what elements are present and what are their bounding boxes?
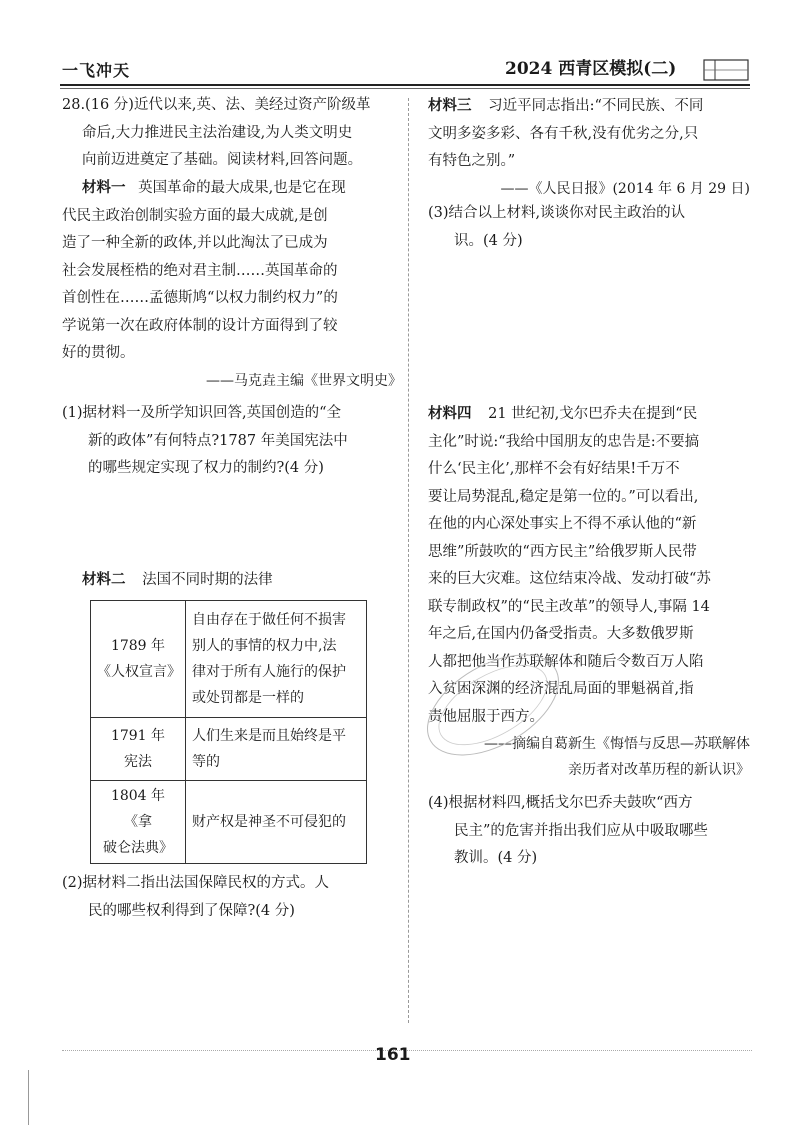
content-line: 财产权是神圣不可侵犯的 — [192, 814, 346, 830]
question-4 — [428, 790, 750, 873]
material-text: 在他的内心深处事实上不得不承认他的“新 — [428, 516, 697, 532]
table-caption: 法国不同时期的法律 — [142, 572, 273, 588]
corner-decoration-icon — [703, 58, 749, 82]
question-line: (2)据材料二指出法国保障民权的方式。人 — [62, 875, 330, 891]
content-line: 别人的事情的权力中,法 — [192, 638, 337, 654]
material-text: 文明多姿多彩、各有千秋,没有优劣之分,只 — [428, 125, 699, 142]
year-cell — [91, 601, 186, 718]
material-label: 材料四 — [428, 405, 472, 422]
material-text: 英国革命的最大成果,也是它在现 — [138, 180, 346, 196]
material-text: 造了一种全新的政体,并以此淘汰了已成为 — [62, 235, 328, 251]
content-line: 等的 — [192, 754, 220, 770]
material-3 — [428, 92, 750, 202]
content-cell — [186, 718, 367, 781]
question-line: 民的哪些权利得到了保障?(4 分) — [88, 902, 295, 919]
material-text: 来的巨大灾难。这位结束冷战、发动打破“苏 — [428, 571, 711, 587]
material-2-caption — [62, 566, 402, 595]
year-line: 1804 年《拿 — [110, 788, 166, 830]
question-line: (4)根据材料四,概括戈尔巴乔夫鼓吹“西方 — [428, 795, 693, 811]
question-line: 的哪些规定实现了权力的制约?(4 分) — [88, 460, 324, 476]
material-text: 什么‘民主化’,那样不会有好结果!千万不 — [428, 461, 680, 477]
question-line: 教训。(4 分) — [454, 850, 538, 866]
content-cell — [186, 601, 367, 718]
question-line: 民主”的危害并指出我们应从中吸取哪些 — [454, 822, 708, 839]
intro-line: 向前迈进奠定了基础。阅读材料,回答问题。 — [82, 152, 363, 168]
material-label: 材料一 — [82, 179, 126, 196]
page-number: 161 — [375, 1045, 411, 1065]
header-rule — [60, 84, 750, 86]
table-row — [91, 718, 367, 781]
content-line: 自由存在于做任何不损害 — [192, 612, 346, 628]
stamp-watermark-icon — [408, 640, 578, 770]
material-source: ——马克垚主编《世界文明史》 — [206, 372, 402, 389]
material-text: 责他屈服于西方。 — [428, 708, 544, 725]
table-row — [91, 601, 367, 718]
material-text: 学说第一次在政府体制的设计方面得到了较 — [62, 317, 338, 334]
material-1 — [62, 174, 402, 394]
law-table — [90, 600, 367, 864]
table-row — [91, 781, 367, 864]
material-label: 材料二 — [82, 571, 126, 588]
question-1 — [62, 400, 402, 483]
material-text: 入贫困深渊的经济混乱局面的罪魁祸首,指 — [428, 681, 694, 697]
material-text: 习近平同志指出:“不同民族、不同 — [488, 98, 704, 114]
material-text: 人都把他当作苏联解体和随后令数百万人陷 — [428, 653, 704, 670]
material-text: 联专制政权”的“民主改革”的领导人,事隔 14 — [428, 598, 710, 615]
intro-line: 28.(16 分)近代以来,英、法、美经过资产阶级革 — [62, 97, 371, 113]
question-intro — [62, 92, 402, 175]
material-text: 要让局势混乱,稳定是第一位的。”可以看出, — [428, 488, 699, 505]
year-line: 1791 年 — [110, 728, 166, 744]
material-text: 社会发展桎梏的绝对君主制……英国革命的 — [62, 262, 338, 279]
material-text: 思维”所鼓吹的“西方民主”给俄罗斯人民带 — [428, 543, 697, 560]
column-divider — [408, 98, 409, 1023]
question-line: 新的政体”有何特点?1787 年美国宪法中 — [88, 432, 348, 449]
material-text: 首创性在……孟德斯鸠“以权力制约权力”的 — [62, 290, 338, 306]
year-cell — [91, 718, 186, 781]
question-2 — [62, 870, 402, 925]
brand-logo: 一飞冲天 — [62, 61, 131, 80]
margin-line — [28, 1070, 29, 1125]
law-table-wrapper — [90, 600, 367, 864]
content-line: 人们生来是而且始终是平 — [192, 728, 346, 744]
content-cell — [186, 781, 367, 864]
material-text: 21 世纪初,戈尔巴乔夫在提到“民 — [488, 406, 698, 422]
material-text: 有特色之别。” — [428, 153, 516, 169]
year-line: 宪法 — [124, 754, 152, 770]
question-line: (1)据材料一及所学知识回答,英国创造的“全 — [62, 405, 342, 421]
intro-line: 命后,大力推进民主法治建设,为人类文明史 — [82, 124, 353, 141]
content-line: 律对于所有人施行的保护 — [192, 664, 346, 680]
material-text: 主化”时说:“我给中国朋友的忠告是:不要搞 — [428, 433, 700, 450]
question-line: (3)结合以上材料,谈谈你对民主政治的认 — [428, 205, 686, 221]
material-source: ——《人民日报》(2014 年 6 月 29 日) — [500, 180, 750, 197]
material-label: 材料三 — [428, 97, 472, 114]
header-rule-thin — [60, 88, 750, 89]
content-line: 或处罚都是一样的 — [192, 690, 304, 706]
material-text: 年之后,在国内仍备受指责。大多数俄罗斯 — [428, 626, 694, 642]
material-source: 亲历者对改革历程的新认识》 — [568, 762, 750, 778]
exam-title: 2024 西青区模拟(二) — [505, 59, 677, 79]
year-line: 《人权宣言》 — [97, 664, 181, 680]
year-line: 破仑法典》 — [103, 840, 173, 856]
year-line: 1789 年 — [110, 638, 166, 654]
material-source: ——摘编自葛新生《悔悟与反思—苏联解体 — [484, 736, 750, 752]
material-text: 代民主政治创制实验方面的最大成就,是创 — [62, 207, 328, 224]
year-cell — [91, 781, 186, 864]
question-3 — [428, 200, 750, 255]
material-text: 好的贯彻。 — [62, 345, 135, 361]
question-line: 识。(4 分) — [454, 232, 523, 249]
